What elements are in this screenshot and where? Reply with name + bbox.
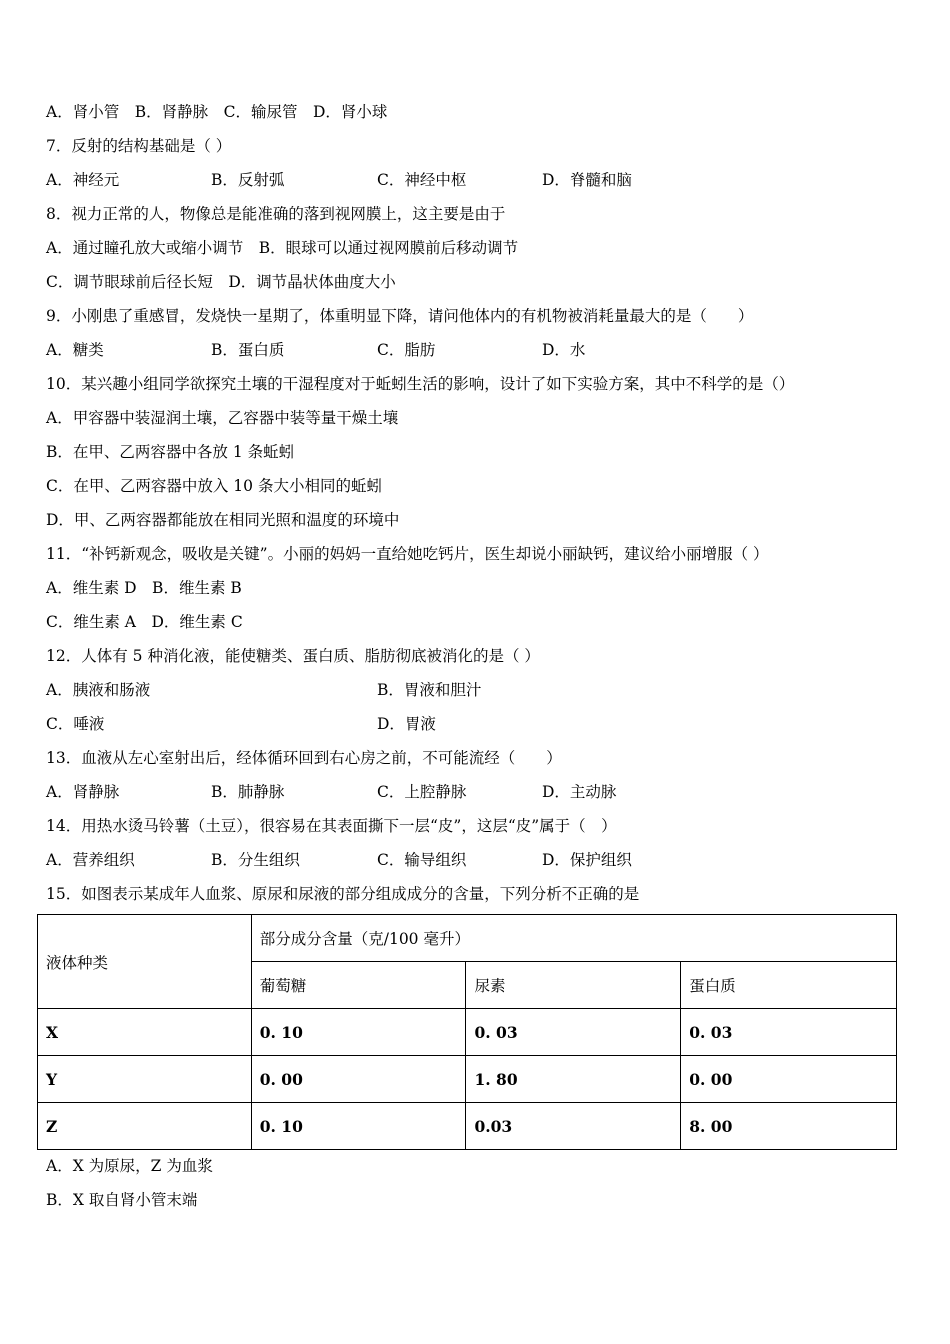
- q14-option-c: C．输导组织: [377, 851, 467, 869]
- q15-option-a: A．X 为原尿，Z 为血浆: [46, 1157, 213, 1175]
- q8-options-cd: C．调节眼球前后径长短 D．调节晶状体曲度大小: [46, 273, 396, 291]
- q11-options-cd: C．维生素 A D．维生素 C: [46, 613, 243, 631]
- q12-option-a: A．胰液和肠液: [46, 681, 151, 699]
- composition-table: [37, 914, 897, 1150]
- table-group-header: 部分成分含量（克/100 毫升）: [251, 915, 896, 962]
- q14-option-d: D．保护组织: [542, 851, 632, 869]
- q13-stem: 13．血液从左心室射出后，经体循环回到右心房之前，不可能流经（ ）: [46, 749, 562, 767]
- q10-option-c: C．在甲、乙两容器中放入 10 条大小相同的蚯蚓: [46, 477, 382, 495]
- q11-options-ab: A．维生素 D B．维生素 B: [46, 579, 242, 597]
- q7-option-a: A．神经元: [46, 171, 120, 189]
- table-cell: 0. 00: [251, 1056, 466, 1103]
- q8-options-ab: A．通过瞳孔放大或缩小调节 B．眼球可以通过视网膜前后移动调节: [46, 239, 519, 257]
- table-corner-header: 液体种类: [38, 915, 252, 1009]
- table-cell: 8. 00: [681, 1103, 897, 1150]
- q12-option-c: C．唾液: [46, 715, 105, 733]
- q15-option-b: B．X 取自肾小管末端: [46, 1191, 198, 1209]
- q10-stem: 10．某兴趣小组同学欲探究土壤的干湿程度对于蚯蚓生活的影响，设计了如下实验方案，其中不科学的是（）: [46, 375, 795, 393]
- q9-option-a: A．糖类: [46, 341, 104, 359]
- table-cell: 0. 10: [251, 1103, 466, 1150]
- q15-stem: 15．如图表示某成年人血浆、原尿和尿液的部分组成成分的含量，下列分析不正确的是: [46, 885, 640, 903]
- q14-option-b: B．分生组织: [211, 851, 300, 869]
- table-cell: 0. 00: [681, 1056, 897, 1103]
- column-header-glucose: 葡萄糖: [251, 962, 466, 1009]
- q12-stem: 12．人体有 5 种消化液，能使糖类、蛋白质、脂肪彻底被消化的是（ ）: [46, 647, 540, 665]
- q13-option-c: C．上腔静脉: [377, 783, 467, 801]
- q10-option-b: B．在甲、乙两容器中各放 1 条蚯蚓: [46, 443, 295, 461]
- q10-option-a: A．甲容器中装湿润土壤，乙容器中装等量干燥土壤: [46, 409, 399, 427]
- q7-option-c: C．神经中枢: [377, 171, 467, 189]
- column-header-protein: 蛋白质: [681, 962, 897, 1009]
- row-label: Y: [38, 1056, 252, 1103]
- q13-option-b: B．肺静脉: [211, 783, 285, 801]
- q9-option-b: B．蛋白质: [211, 341, 285, 359]
- q13-option-d: D．主动脉: [542, 783, 617, 801]
- table-cell: 0. 03: [466, 1009, 681, 1056]
- row-label: X: [38, 1009, 252, 1056]
- q13-option-a: A．肾静脉: [46, 783, 120, 801]
- table-row: [38, 1056, 897, 1103]
- table-cell: 1. 80: [466, 1056, 681, 1103]
- row-label: Z: [38, 1103, 252, 1150]
- q6-options: A．肾小管 B．肾静脉 C．输尿管 D．肾小球: [46, 103, 388, 121]
- table-cell: 0.03: [466, 1103, 681, 1150]
- q11-stem: 11．“补钙新观念，吸收是关键”。小丽的妈妈一直给她吃钙片，医生却说小丽缺钙，建议给小丽增服（ ）: [46, 545, 769, 563]
- q9-option-d: D．水: [542, 341, 586, 359]
- q7-option-b: B．反射弧: [211, 171, 285, 189]
- q12-option-d: D．胃液: [377, 715, 436, 733]
- q9-option-c: C．脂肪: [377, 341, 436, 359]
- table-cell: 0. 10: [251, 1009, 466, 1056]
- column-header-urea: 尿素: [466, 962, 681, 1009]
- table-cell: 0. 03: [681, 1009, 897, 1056]
- q12-option-b: B．胃液和胆汁: [377, 681, 482, 699]
- table-row: [38, 1009, 897, 1056]
- q14-stem: 14．用热水烫马铃薯（土豆），很容易在其表面撕下一层“皮”，这层“皮”属于（ ）: [46, 817, 617, 835]
- q14-option-a: A．营养组织: [46, 851, 135, 869]
- q7-stem: 7．反射的结构基础是（ ）: [46, 137, 232, 155]
- q8-stem: 8．视力正常的人，物像总是能准确的落到视网膜上，这主要是由于: [46, 205, 506, 223]
- q10-option-d: D．甲、乙两容器都能放在相同光照和温度的环境中: [46, 511, 400, 529]
- q9-stem: 9．小刚患了重感冒，发烧快一星期了，体重明显下降，请问他体内的有机物被消耗量最大的是（ ）: [46, 307, 754, 325]
- q7-option-d: D．脊髓和脑: [542, 171, 632, 189]
- table-row: [38, 1103, 897, 1150]
